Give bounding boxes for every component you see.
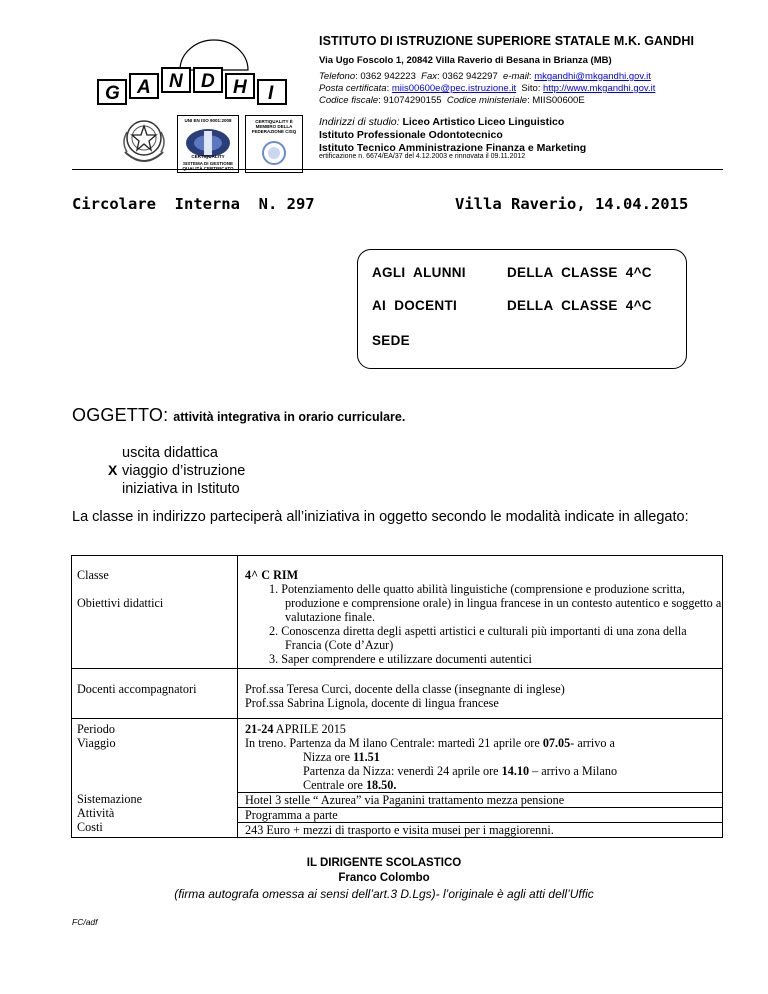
table-cell: Classe Obiettivi didattici <box>72 556 238 669</box>
subject-line: OGGETTO: attività integrativa in orario curriculare. <box>72 405 406 425</box>
list-item: 3. Saper comprendere e utilizzare documenti autentici <box>269 652 532 666</box>
logo-letter: H <box>233 77 247 98</box>
list-item: 2. Conoscenza diretta degli aspetti artistici e culturali più importanti di una zona della Francia (Cote d’Azur) <box>269 624 687 652</box>
logo-letter: A <box>137 77 151 98</box>
study-tracks: Indirizzi di studio: Liceo Artistico Liceo Linguistico Istituto Professionale Odontotecnico Istituto Tecnico Amministrazione Finanza e Marketing <box>319 116 587 154</box>
recipient-class: DELLA CLASSE 4^C <box>507 298 652 313</box>
recipient-sede: SEDE <box>372 333 410 348</box>
logo-letter: D <box>201 71 215 92</box>
recipient-teachers: AI DOCENTI <box>372 298 458 313</box>
school-logo <box>84 38 306 108</box>
pec-link[interactable]: miis00600e@pec.istruzione.it <box>391 83 517 94</box>
table-cell: 4^ C RIM 1. Potenziamento delle quatto abilità linguistiche (comprensione e produzione scritta, produzione e comprensione orale) in lingua francese in un contesto autentico e soggetto a valutazione finale. 2. Conoscenza diretta degli aspetti artistici e culturali più importanti di una zona della Francia (Cote d’Azur) 3. Saper comprendere e utilizzare documenti autentici <box>238 556 723 669</box>
email-link[interactable]: mkgandhi@mkgandhi.gov.it <box>534 71 651 82</box>
institute-address: Via Ugo Foscolo 1, 20842 Villa Raverio di Besana in Brianza (MB) <box>319 55 612 66</box>
place-date: Villa Raverio, 14.04.2015 <box>455 195 689 213</box>
table-row <box>72 719 723 838</box>
cisq-membership-badge: CERTIQUALITY È MEMBRO DELLA FEDERAZIONE CISQ <box>245 115 303 173</box>
certification-note: ertificazione n. 6674/EA/37 del 4.12.2003 e rinnovata il 09.11.2012 <box>319 153 526 160</box>
table-row <box>72 556 723 669</box>
institute-name: ISTITUTO DI ISTRUZIONE SUPERIORE STATALE M.K. GANDHI <box>319 34 695 48</box>
list-item: uscita didattica <box>122 445 218 461</box>
signature-note: (firma autografa omessa ai sensi dell’art.3 D.Lgs)- l’originale è agli atti dell’Uffic <box>174 887 594 901</box>
table-cell: Prof.ssa Teresa Curci, docente della classe (insegnante di inglese) Prof.ssa Sabrina Lignola, docente di lingua francese <box>238 669 723 719</box>
logo-letter: G <box>105 83 120 104</box>
website-link[interactable]: http://www.mkgandhi.gov.it <box>543 83 656 94</box>
header-divider <box>72 169 723 170</box>
recipient-class: DELLA CLASSE 4^C <box>507 265 652 280</box>
trip-details-table <box>71 555 723 838</box>
contact-info: Telefono: 0362 942223 Fax: 0362 942297 e-mail: mkgandhi@mkgandhi.gov.it Posta certificata: miis00600e@pec.istruzione.it Sito: http://www.mkgandhi.gov.it Codice fiscale: 91074290155 Codice ministeriale: MIIS00600E <box>319 71 656 106</box>
iso-certification-badge: UNI EN ISO 9001:2008 CERTIQUALITY SISTEMA DI GESTIONE QUALITÀ CERTIFICATO <box>177 115 239 173</box>
list-item: X viaggio d’istruzione <box>108 462 246 479</box>
signature-title: IL DIRIGENTE SCOLASTICO <box>306 857 462 869</box>
table-cell: Docenti accompagnatori <box>72 669 238 719</box>
recipients-box <box>357 249 687 369</box>
table-cell: Periodo Viaggio Sistemazione Attività Costi <box>72 719 238 838</box>
list-item: iniziativa in Istituto <box>122 481 240 497</box>
list-item: 1. Potenziamento delle quatto abilità linguistiche (comprensione e produzione scritta, produzione e comprensione orale) in lingua francese in un contesto autentico e soggetto a valutazione finale. <box>269 582 722 624</box>
table-cell: 21-24 APRILE 2015 In treno. Partenza da M ilano Centrale: martedì 21 aprile ore 07.05- arrivo a Nizza ore 11.51 Partenza da Nizza: venerdì 24 aprile ore 14.10 – arrivo a Milano Centrale ore 18.50. Hotel 3 stelle “ Azurea” via Paganini trattamento mezza pensione Programma a parte 243 Euro + mezzi di trasporto e visita musei per i maggiorenni. <box>238 719 723 838</box>
signature-name: Franco Colombo <box>338 872 430 884</box>
logo-letter: N <box>169 71 183 92</box>
italian-republic-emblem-icon <box>117 112 171 172</box>
footer-reference: FC/adf <box>72 917 98 927</box>
table-row <box>72 669 723 719</box>
option-list <box>108 444 245 498</box>
intro-paragraph: La classe in indirizzo parteciperà all’iniziativa in oggetto secondo le modalità indicate in allegato: <box>72 509 689 525</box>
logo-letter: I <box>268 83 274 104</box>
circular-number: Circolare Interna N. 297 <box>72 195 315 213</box>
recipient-students: AGLI ALUNNI <box>372 265 466 280</box>
